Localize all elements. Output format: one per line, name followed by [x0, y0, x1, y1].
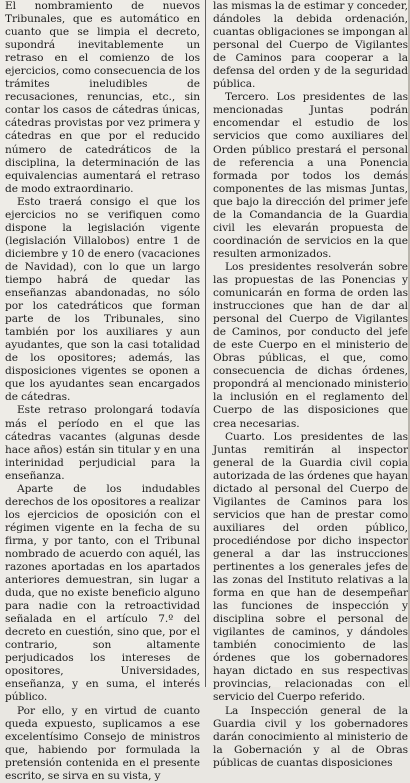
paragraph-obligaciones: las mismas la de estimar y conceder, dándoles la debida ordenación, cuantas obligaciones se impongan al personal del Cuerpo de Vigilantes de Caminos para cooperar a la defensa del orden y de la seguridad pública.: [213, 0, 408, 91]
paragraph-suplica: Por ello, y en virtud de cuanto queda expuesto, suplicamos a ese excelentísimo Consejo de ministros que, habiendo por formulada la pretensión contenida en el presente escrito, se sirva en su vista, y: [5, 704, 200, 782]
paragraph-catedras-vacantes: Este retraso prolongará todavía más el período en el que las cátedras vacantes (algunas desde hace años) están sin titular y en una interinidad perjudicial para la enseñanza.: [5, 404, 200, 482]
paragraph-derechos-opositores: Aparte de los indudables derechos de los opositores a realizar los ejercicios de oposición con el régimen vigente en la fecha de su firma, y por tanto, con el Tribunal nombrado de acuerdo con aquél, las razones aportadas en los apartados anteriores demuestran, sin lugar a duda, que no existe beneficio alguno para nadie con la retroactividad señalada en el artículo 7.º del decreto en cuestión, sino que, por el contrario, son altamente perjudicados los intereses de opositores, Universidades, enseñanza, y en suma, el interés público.: [5, 482, 200, 704]
paragraph-cuarto: Cuarto. Los presidentes de las Juntas remitirán al inspector general de la Guardia civil copia autorizada de las órdenes que hayan dictado al personal del Cuerpo de Vigilantes de Caminos para los servicios que han de prestar como auxiliares del orden público, procediéndose por dicho inspector general a dar las instrucciones pertinentes a los generales jefes de las zonas del Instituto relativas a la forma en que han de desempeñar las funciones de inspección y disciplina sobre el personal de vigilantes de caminos, y dándoles también conocimiento de las órdenes que los gobernadores hayan dictado en sus respectivas provincias, relacionadas con el servicio del Cuerpo referido.: [213, 430, 408, 704]
right-text-column: [213, 0, 408, 770]
paragraph-tribunales: El nombramiento de nuevos Tribunales, que es automático en cuanto que se limpia el decreto, supondrá inevitablemente un retraso en el comienzo de los ejercicios, como consecuencia de los trámites ineludibles de recusaciones, renuncias, etc., sin contar los casos de cátedras únicas, cátedras provistas por vez primera y cátedras en que por el reducido número de catedráticos de la disciplina, la determinación de las equivalencias aumentará el retraso de modo extraordinario.: [5, 0, 200, 195]
paragraph-retraso-ejercicios: Esto traerá consigo el que los ejercicios no se verifiquen como dispone la legislación vigente (legislación Villalobos) entre 1 de diciembre y 10 de enero (vacaciones de Navidad), con lo que un largo tiempo habrá de quedar las enseñanzas abandonadas, no sólo por los catedráticos que forman parte de los Tribunales, sino también por los auxiliares y aun ayudantes, que son la casi totalidad de los opositores; además, las disposiciones vigentes se oponen a que los ayudantes sean encargados de cátedras.: [5, 195, 200, 404]
paragraph-tercero: Tercero. Los presidentes de las mencionadas Juntas podrán encomendar el estudio de los servicios que como auxiliares del Orden público prestará el personal de referencia a una Ponencia formada por todos los demás componentes de las mismas Juntas, que bajo la dirección del primer jefe de la Comandancia de la Guardia civil les elevarán propuesta de coordinación de servicios en la que resulten armonizados.: [213, 91, 408, 260]
left-text-column: [5, 0, 200, 783]
paragraph-inspeccion: La Inspección general de la Guardia civil y los gobernadores darán conocimiento al ministerio de la Gobernación y al de Obras públicas de cuantas disposiciones: [213, 704, 408, 769]
column-divider: [205, 0, 206, 687]
paragraph-propuestas: Los presidentes resolverán sobre las propuestas de las Ponencias y comunicarán en forma de orden las instrucciones que han de dar al personal del Cuerpo de Vigilantes de Caminos, por conducto del jefe de este Cuerpo en el ministerio de Obras públicas, el que, como consecuencia de dichas órdenes, propondrá al mencionado ministerio la inclusión en el reglamento del Cuerpo de las disposiciones que crea necesarias.: [213, 260, 408, 430]
